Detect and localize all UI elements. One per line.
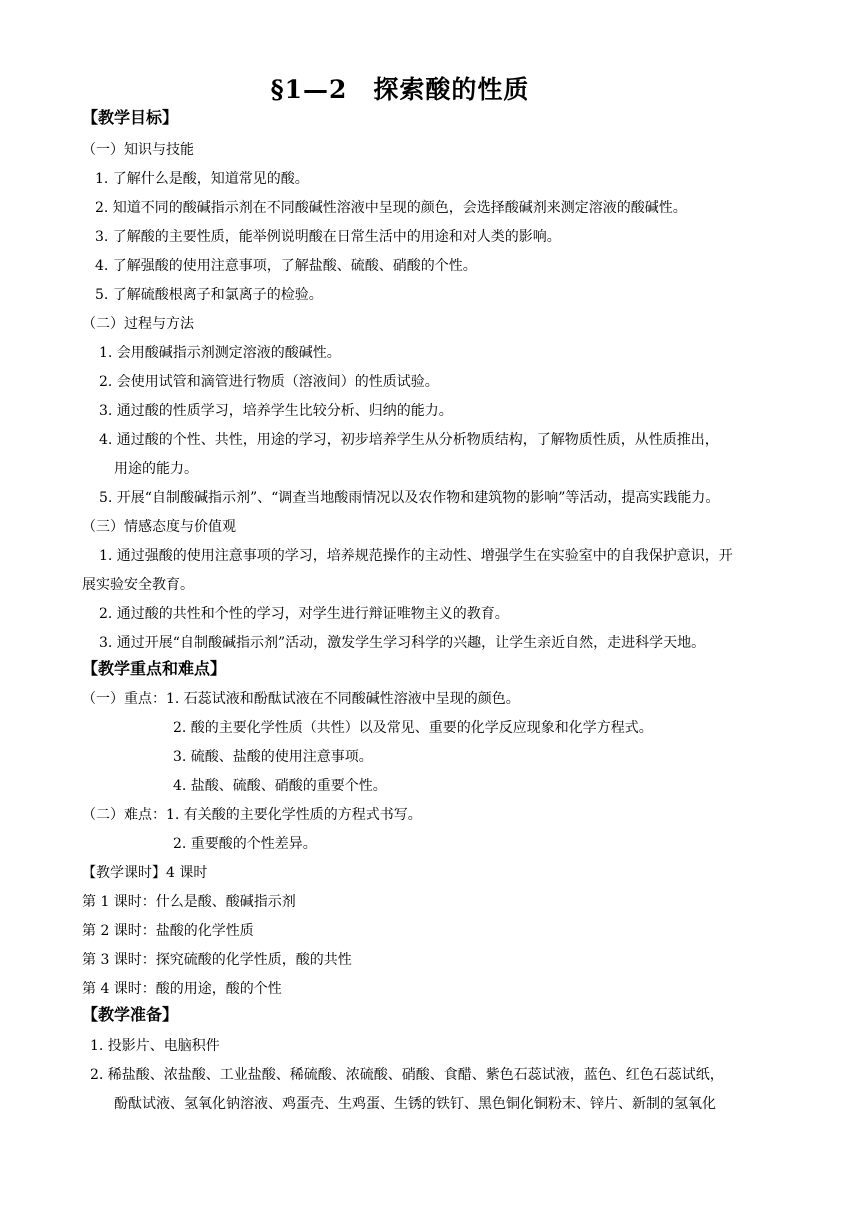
key-point-item: 4. 盐酸、硫酸、硝酸的重要个性。: [173, 778, 387, 794]
period-item: 第 4 课时：酸的用途，酸的个性: [82, 981, 282, 997]
subsection-heading: （三）情感态度与价值观: [82, 519, 236, 535]
list-item: 2. 会使用试管和滴管进行物质（溶液间）的性质试验。: [99, 374, 439, 390]
key-point-item: 2. 酸的主要化学性质（共性）以及常见、重要的化学反应现象和化学方程式。: [173, 720, 653, 736]
list-item: 1. 会用酸碱指示剂测定溶液的酸碱性。: [99, 345, 341, 361]
list-item: 4. 了解强酸的使用注意事项，了解盐酸、硫酸、硝酸的个性。: [95, 258, 477, 274]
subsection-heading: （二）过程与方法: [82, 316, 194, 332]
period-item: 第 1 课时：什么是酸、酸碱指示剂: [82, 894, 296, 910]
list-item: 1. 了解什么是酸，知道常见的酸。: [95, 171, 309, 187]
list-item: 5. 开展“自制酸碱指示剂”、“调查当地酸雨情况以及农作物和建筑物的影响”等活动，提高实践能力。: [99, 490, 720, 506]
difficulty-item: 2. 重要酸的个性差异。: [173, 836, 317, 852]
list-item: 2. 知道不同的酸碱指示剂在不同酸碱性溶液中呈现的颜色，会选择酸碱剂来测定溶液的酸碱性。: [95, 200, 687, 216]
list-item: 1. 投影片、电脑积件: [90, 1038, 220, 1054]
section-heading-objectives: 【教学目标】: [82, 108, 179, 127]
list-item: 2. 通过酸的共性和个性的学习，对学生进行辩证唯物主义的教育。: [99, 606, 509, 622]
list-item-continuation: 酚酞试液、氢氧化钠溶液、鸡蛋壳、生鸡蛋、生锈的铁钉、黑色铜化铜粉末、锌片、新制的氢氧化: [114, 1096, 716, 1112]
period-item: 第 2 课时：盐酸的化学性质: [82, 923, 254, 939]
list-item-continuation: 展实验安全教育。: [82, 577, 194, 593]
list-item-continuation: 用途的能力。: [114, 461, 198, 477]
section-heading-key-points: 【教学重点和难点】: [82, 659, 227, 678]
subsection-heading: （一）知识与技能: [82, 142, 194, 158]
section-heading-periods: 【教学课时】4 课时: [82, 865, 208, 881]
list-item: 2. 稀盐酸、浓盐酸、工业盐酸、稀硫酸、浓硫酸、硝酸、食醋、紫色石蕊试液，蓝色、红色石蕊试纸，: [90, 1067, 724, 1083]
section-heading-preparation: 【教学准备】: [82, 1005, 179, 1024]
list-item: 3. 了解酸的主要性质，能举例说明酸在日常生活中的用途和对人类的影响。: [95, 229, 561, 245]
document-title: §1—2 探索酸的性质: [270, 75, 530, 104]
list-item: 3. 通过酸的性质学习，培养学生比较分析、归纳的能力。: [99, 403, 453, 419]
period-item: 第 3 课时：探究硫酸的化学性质，酸的共性: [82, 952, 352, 968]
list-item: 1. 通过强酸的使用注意事项的学习，培养规范操作的主动性、增强学生在实验室中的自我保护意识，开: [99, 548, 733, 564]
list-item: 3. 通过开展“自制酸碱指示剂”活动，激发学生学习科学的兴趣，让学生亲近自然，走进科学天地。: [99, 635, 706, 651]
list-item: 5. 了解硫酸根离子和氯离子的检验。: [95, 287, 323, 303]
difficulty-item: （二）难点：1. 有关酸的主要化学性质的方程式书写。: [82, 807, 422, 823]
list-item: 4. 通过酸的个性、共性，用途的学习，初步培养学生从分析物质结构，了解物质性质，从性质推出，: [99, 432, 719, 448]
key-point-item: （一）重点：1. 石蕊试液和酚酞试液在不同酸碱性溶液中呈现的颜色。: [82, 691, 520, 707]
key-point-item: 3. 硫酸、盐酸的使用注意事项。: [173, 749, 373, 765]
